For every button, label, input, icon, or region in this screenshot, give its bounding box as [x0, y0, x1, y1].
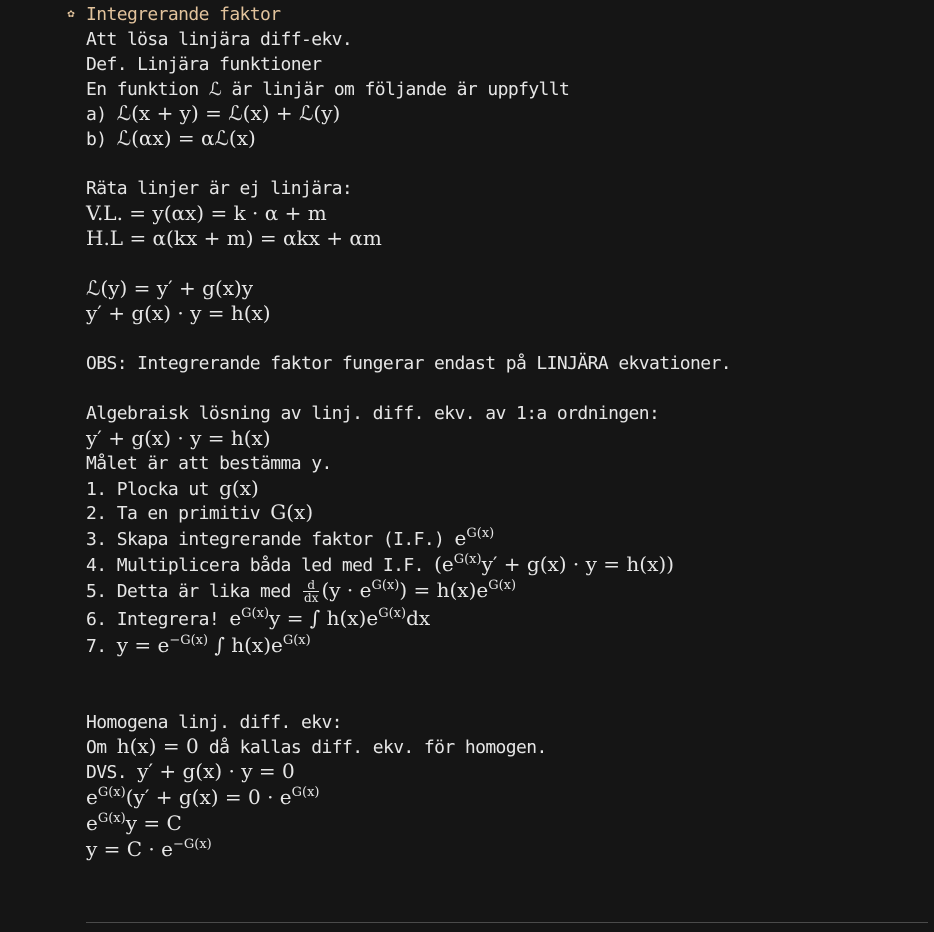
step-text: 3. Skapa integrerande faktor (I.F.): [86, 529, 455, 550]
math-exponent: G(x): [291, 785, 320, 800]
math-expression: [86, 837, 212, 862]
math-exponent: G(x): [282, 633, 311, 648]
math-expression: [434, 552, 674, 576]
step-text: 5. Detta är lika med: [86, 581, 301, 602]
math-part: ∫ h(x)e: [208, 633, 283, 657]
math-part: y = ∫ h(x)e: [269, 606, 379, 630]
note-line: En funktion ℒ är linjär om följande är uppfyllt: [86, 79, 570, 100]
math-exponent: −G(x): [172, 837, 212, 852]
math-part: y′ + g(x) · y = h(x)): [481, 552, 674, 576]
step-text: 1. Plocka ut: [86, 479, 220, 500]
math-expression: [86, 785, 320, 810]
math-expression: [301, 578, 517, 605]
step-text: 2. Ta en primitiv: [86, 503, 271, 524]
math-exponent: G(x): [466, 526, 495, 541]
step-7: [86, 633, 311, 658]
math-expression: y′ + g(x) · y = h(x): [86, 426, 271, 450]
math-expression: g(x): [219, 476, 259, 500]
flower-icon: ✿: [67, 6, 75, 20]
math-expression: H.L = α(kx + m) = αkx + αm: [86, 226, 382, 250]
math-expression: y′ + g(x) · y = h(x): [86, 301, 271, 325]
math-expression: [117, 633, 311, 657]
math-part: y = C · e: [86, 837, 173, 861]
math-expression: ℒ(y) = y′ + g(x)y: [86, 276, 254, 300]
fraction-numerator: d: [303, 579, 319, 592]
list-marker: a): [86, 104, 117, 125]
math-expression: [229, 606, 430, 630]
note-line: [86, 126, 256, 151]
note-line: Att lösa linjära diff-ekv.: [86, 29, 353, 50]
step-4: [86, 552, 674, 577]
math-part: y = e: [116, 633, 170, 657]
math-expression: [86, 811, 182, 836]
math-part: e: [86, 785, 98, 809]
math-expression: ℒ(αx) = αℒ(x): [116, 126, 256, 150]
step-text: 7.: [86, 636, 117, 657]
math-exponent: G(x): [371, 578, 400, 593]
math-part: (y · e: [321, 578, 372, 602]
note-line: Målet är att bestämma y.: [86, 453, 332, 474]
note-text: DVS.: [86, 762, 138, 783]
math-expression: y′ + g(x) · y = 0: [137, 759, 295, 783]
math-exponent: G(x): [488, 578, 517, 593]
step-6: [86, 606, 430, 631]
step-text: 4. Multiplicera båda led med I.F.: [86, 555, 435, 576]
horizontal-divider: [86, 922, 928, 923]
step-2: [86, 500, 313, 525]
derivative-fraction: [303, 579, 319, 604]
math-part: ) = h(x)e: [399, 578, 489, 602]
note-line: Def. Linjära funktioner: [86, 54, 322, 75]
math-exponent: −G(x): [169, 633, 209, 648]
step-text: 6. Integrera!: [86, 609, 230, 630]
note-text: då kallas diff. ekv. för homogen.: [198, 737, 547, 758]
step-3: [86, 526, 494, 551]
note-line: OBS: Integrerande faktor fungerar endast på LINJÄRA ekvationer.: [86, 353, 731, 374]
math-exponent: G(x): [97, 785, 126, 800]
math-expression: ℒ(x + y) = ℒ(x) + ℒ(y): [116, 101, 341, 125]
math-expression: G(x): [270, 500, 314, 524]
math-exponent: G(x): [97, 811, 126, 826]
math-exponent: G(x): [453, 552, 482, 567]
math-part: (e: [434, 552, 454, 576]
math-part: dx: [406, 606, 431, 630]
math-part: e: [229, 606, 242, 630]
note-line: [86, 734, 547, 759]
fraction-denominator: dx: [303, 591, 319, 605]
math-expression: [455, 526, 495, 550]
math-part: y = C: [125, 811, 182, 835]
math-part: (y′ + g(x) = 0 · e: [125, 785, 292, 809]
list-marker: b): [86, 129, 117, 150]
note-line: Algebraisk lösning av linj. diff. ekv. av 1:a ordningen:: [86, 403, 660, 424]
note-text: Om: [86, 737, 117, 758]
math-exponent: G(x): [241, 606, 270, 621]
math-part: e: [86, 811, 98, 835]
note-line: Homogena linj. diff. ekv:: [86, 712, 342, 733]
note-line: [86, 759, 295, 784]
note-heading: Integrerande faktor: [86, 4, 281, 25]
note-line: Räta linjer är ej linjära:: [86, 178, 353, 199]
math-exponent: G(x): [378, 606, 407, 621]
step-1: [86, 476, 259, 501]
math-expression: h(x) = 0: [116, 734, 199, 758]
step-5: [86, 578, 516, 603]
math-expression: V.L. = y(αx) = k · α + m: [86, 201, 327, 225]
note-line: [86, 101, 340, 126]
math-part: e: [454, 526, 467, 550]
